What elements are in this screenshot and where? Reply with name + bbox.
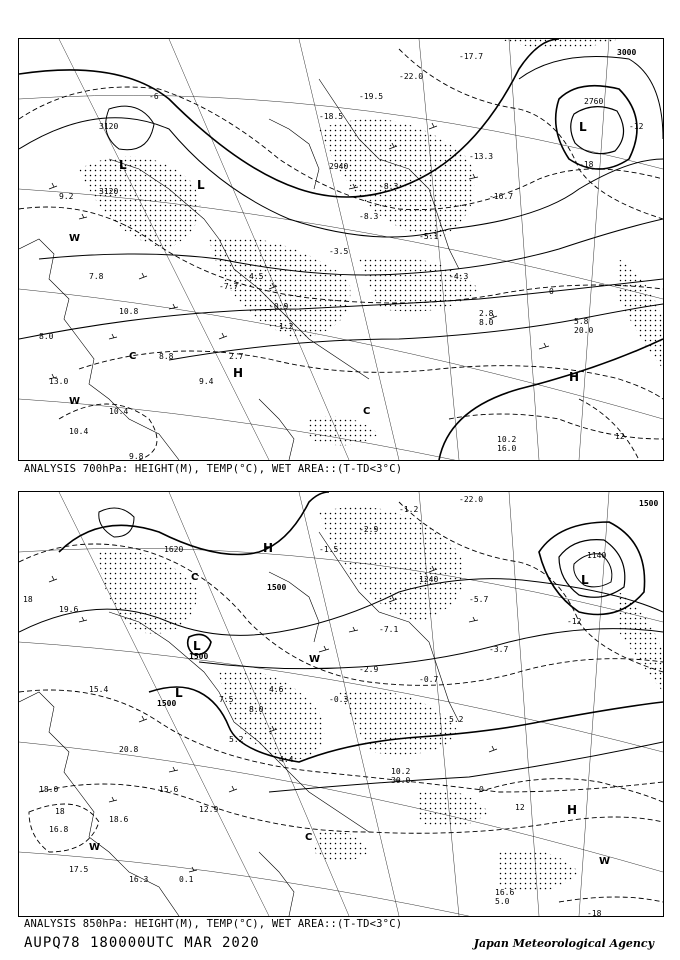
svg-text:-1.2: -1.2 (399, 505, 419, 514)
svg-text:4.5: 4.5 (249, 272, 264, 281)
svg-text:-7.1: -7.1 (379, 625, 399, 634)
svg-text:20.8: 20.8 (119, 745, 139, 754)
svg-text:17.5: 17.5 (69, 865, 89, 874)
svg-text:9.2: 9.2 (59, 192, 74, 201)
cold-mark: C (363, 406, 371, 417)
height-label: 1500 (157, 699, 177, 708)
svg-text:-1.5: -1.5 (319, 545, 339, 554)
svg-text:7.5: 7.5 (219, 695, 234, 704)
caption-850hpa: ANALYSIS 850hPa: HEIGHT(M), TEMP(°C), WET AREA::(T-TD<3°C) (24, 918, 403, 930)
station-value: 5.8 (574, 317, 589, 326)
svg-text:15.6: 15.6 (159, 785, 179, 794)
svg-text:-0.7: -0.7 (419, 675, 439, 684)
svg-text:5.2: 5.2 (449, 715, 464, 724)
station-values-850 (391, 767, 514, 906)
warm-mark: W (69, 233, 81, 244)
low-center: L (579, 120, 587, 134)
station-value: 10.2 (391, 767, 411, 776)
height-label: 1500 (639, 499, 659, 508)
low-center: L (119, 158, 127, 172)
height-label: 1240 (419, 575, 439, 584)
svg-text:-8.3: -8.3 (379, 182, 399, 191)
map-panel-700hpa (18, 38, 664, 461)
temp-label: -12 (629, 122, 644, 131)
warm-mark: W (309, 654, 321, 665)
height-label: 2940 (329, 162, 349, 171)
high-center: H (569, 370, 580, 384)
svg-text:-18.5: -18.5 (319, 112, 344, 121)
station-value: 5.0 (495, 897, 510, 906)
caption-700hpa: ANALYSIS 700hPa: HEIGHT(M), TEMP(°C), WET AREA::(T-TD<3°C) (24, 463, 403, 475)
height-label: 3000 (617, 48, 637, 57)
svg-text:9.4: 9.4 (199, 377, 214, 386)
low-center: L (193, 639, 201, 653)
svg-text:13.0: 13.0 (49, 377, 69, 386)
svg-text:2.7: 2.7 (229, 352, 244, 361)
height-label: 1500 (189, 652, 209, 661)
station-value: 10.2 (497, 435, 517, 444)
height-label: 1140 (587, 551, 607, 560)
svg-text:10.8: 10.8 (119, 307, 139, 316)
svg-text:-4.3: -4.3 (449, 272, 469, 281)
svg-text:8.0: 8.0 (249, 705, 264, 714)
height-label: 1620 (164, 545, 184, 554)
high-center: H (567, 803, 578, 817)
svg-text:-2.9: -2.9 (359, 525, 379, 534)
warm-mark: W (69, 396, 81, 407)
svg-text:-22.0: -22.0 (459, 495, 484, 504)
map-700hpa (19, 39, 663, 460)
svg-text:12.9: 12.9 (199, 805, 219, 814)
station-value: 16.0 (497, 444, 517, 453)
low-center: L (581, 573, 589, 587)
svg-text:-17.7: -17.7 (459, 52, 484, 61)
temp-label: 18 (23, 595, 33, 604)
station-value: 30.0 (391, 776, 411, 785)
svg-text:0.1: 0.1 (179, 875, 194, 884)
height-label: 1500 (267, 583, 287, 592)
map-850hpa (19, 492, 663, 916)
temp-label: -18 (579, 160, 594, 169)
svg-text:-2.9: -2.9 (359, 665, 379, 674)
agency-name: Japan Meteorological Agency (473, 937, 654, 950)
temp-label: -18 (587, 909, 602, 916)
low-center: L (197, 178, 205, 192)
svg-text:16.8: 16.8 (49, 825, 69, 834)
svg-text:4.6: 4.6 (269, 685, 284, 694)
chart-id-and-time: AUPQ78 180000UTC MAR 2020 (24, 935, 260, 951)
svg-text:10.4: 10.4 (69, 427, 89, 436)
temp-label: 0 (479, 785, 484, 794)
svg-text:7.8: 7.8 (89, 272, 104, 281)
svg-text:16.3: 16.3 (129, 875, 149, 884)
station-value: 2.8 (479, 309, 494, 318)
temp-label: 18 (55, 807, 65, 816)
svg-text:-16.7: -16.7 (489, 192, 514, 201)
svg-text:15.4: 15.4 (89, 685, 109, 694)
svg-text:8.8: 8.8 (159, 352, 174, 361)
high-center: H (263, 541, 274, 555)
svg-text:-0.3: -0.3 (329, 695, 349, 704)
height-label: 3120 (99, 122, 119, 131)
high-center: H (233, 366, 244, 380)
low-center: L (175, 686, 183, 700)
svg-text:9.8: 9.8 (129, 452, 144, 460)
svg-text:-8.3: -8.3 (359, 212, 379, 221)
wet-areas-850 (99, 507, 663, 892)
temp-label: -6 (149, 92, 159, 101)
svg-text:-0.9: -0.9 (269, 302, 289, 311)
warm-mark: W (89, 842, 101, 853)
svg-text:-19.5: -19.5 (359, 92, 384, 101)
svg-text:-13.3: -13.3 (469, 152, 494, 161)
temp-label: -12 (567, 617, 582, 626)
station-value: 16.6 (495, 888, 515, 897)
cold-mark: C (129, 351, 137, 362)
warm-mark: W (599, 856, 611, 867)
svg-text:19.6: 19.6 (59, 605, 79, 614)
svg-text:-3.5: -3.5 (329, 247, 349, 256)
svg-text:10.4: 10.4 (109, 407, 129, 416)
station-value: 20.0 (574, 326, 594, 335)
temp-label: 12 (615, 432, 625, 441)
height-label: 3120 (99, 187, 119, 196)
svg-text:4.4: 4.4 (279, 755, 294, 764)
svg-text:1.2: 1.2 (279, 322, 294, 331)
svg-text:8.0: 8.0 (39, 332, 54, 341)
svg-text:-7.7: -7.7 (219, 282, 239, 291)
svg-text:18.6: 18.6 (109, 815, 129, 824)
svg-text:18.0: 18.0 (39, 785, 59, 794)
station-value: 8.0 (479, 318, 494, 327)
cold-mark: C (191, 572, 199, 583)
height-label: 2760 (584, 97, 604, 106)
svg-text:-5.1: -5.1 (419, 232, 439, 241)
temp-label: 0 (549, 287, 554, 296)
map-panel-850hpa (18, 491, 664, 917)
temp-label: 12 (515, 803, 525, 812)
svg-text:-5.7: -5.7 (469, 595, 489, 604)
svg-text:5.2: 5.2 (229, 735, 244, 744)
cold-mark: C (305, 832, 313, 843)
svg-text:-3.7: -3.7 (489, 645, 509, 654)
svg-text:-22.0: -22.0 (399, 72, 424, 81)
